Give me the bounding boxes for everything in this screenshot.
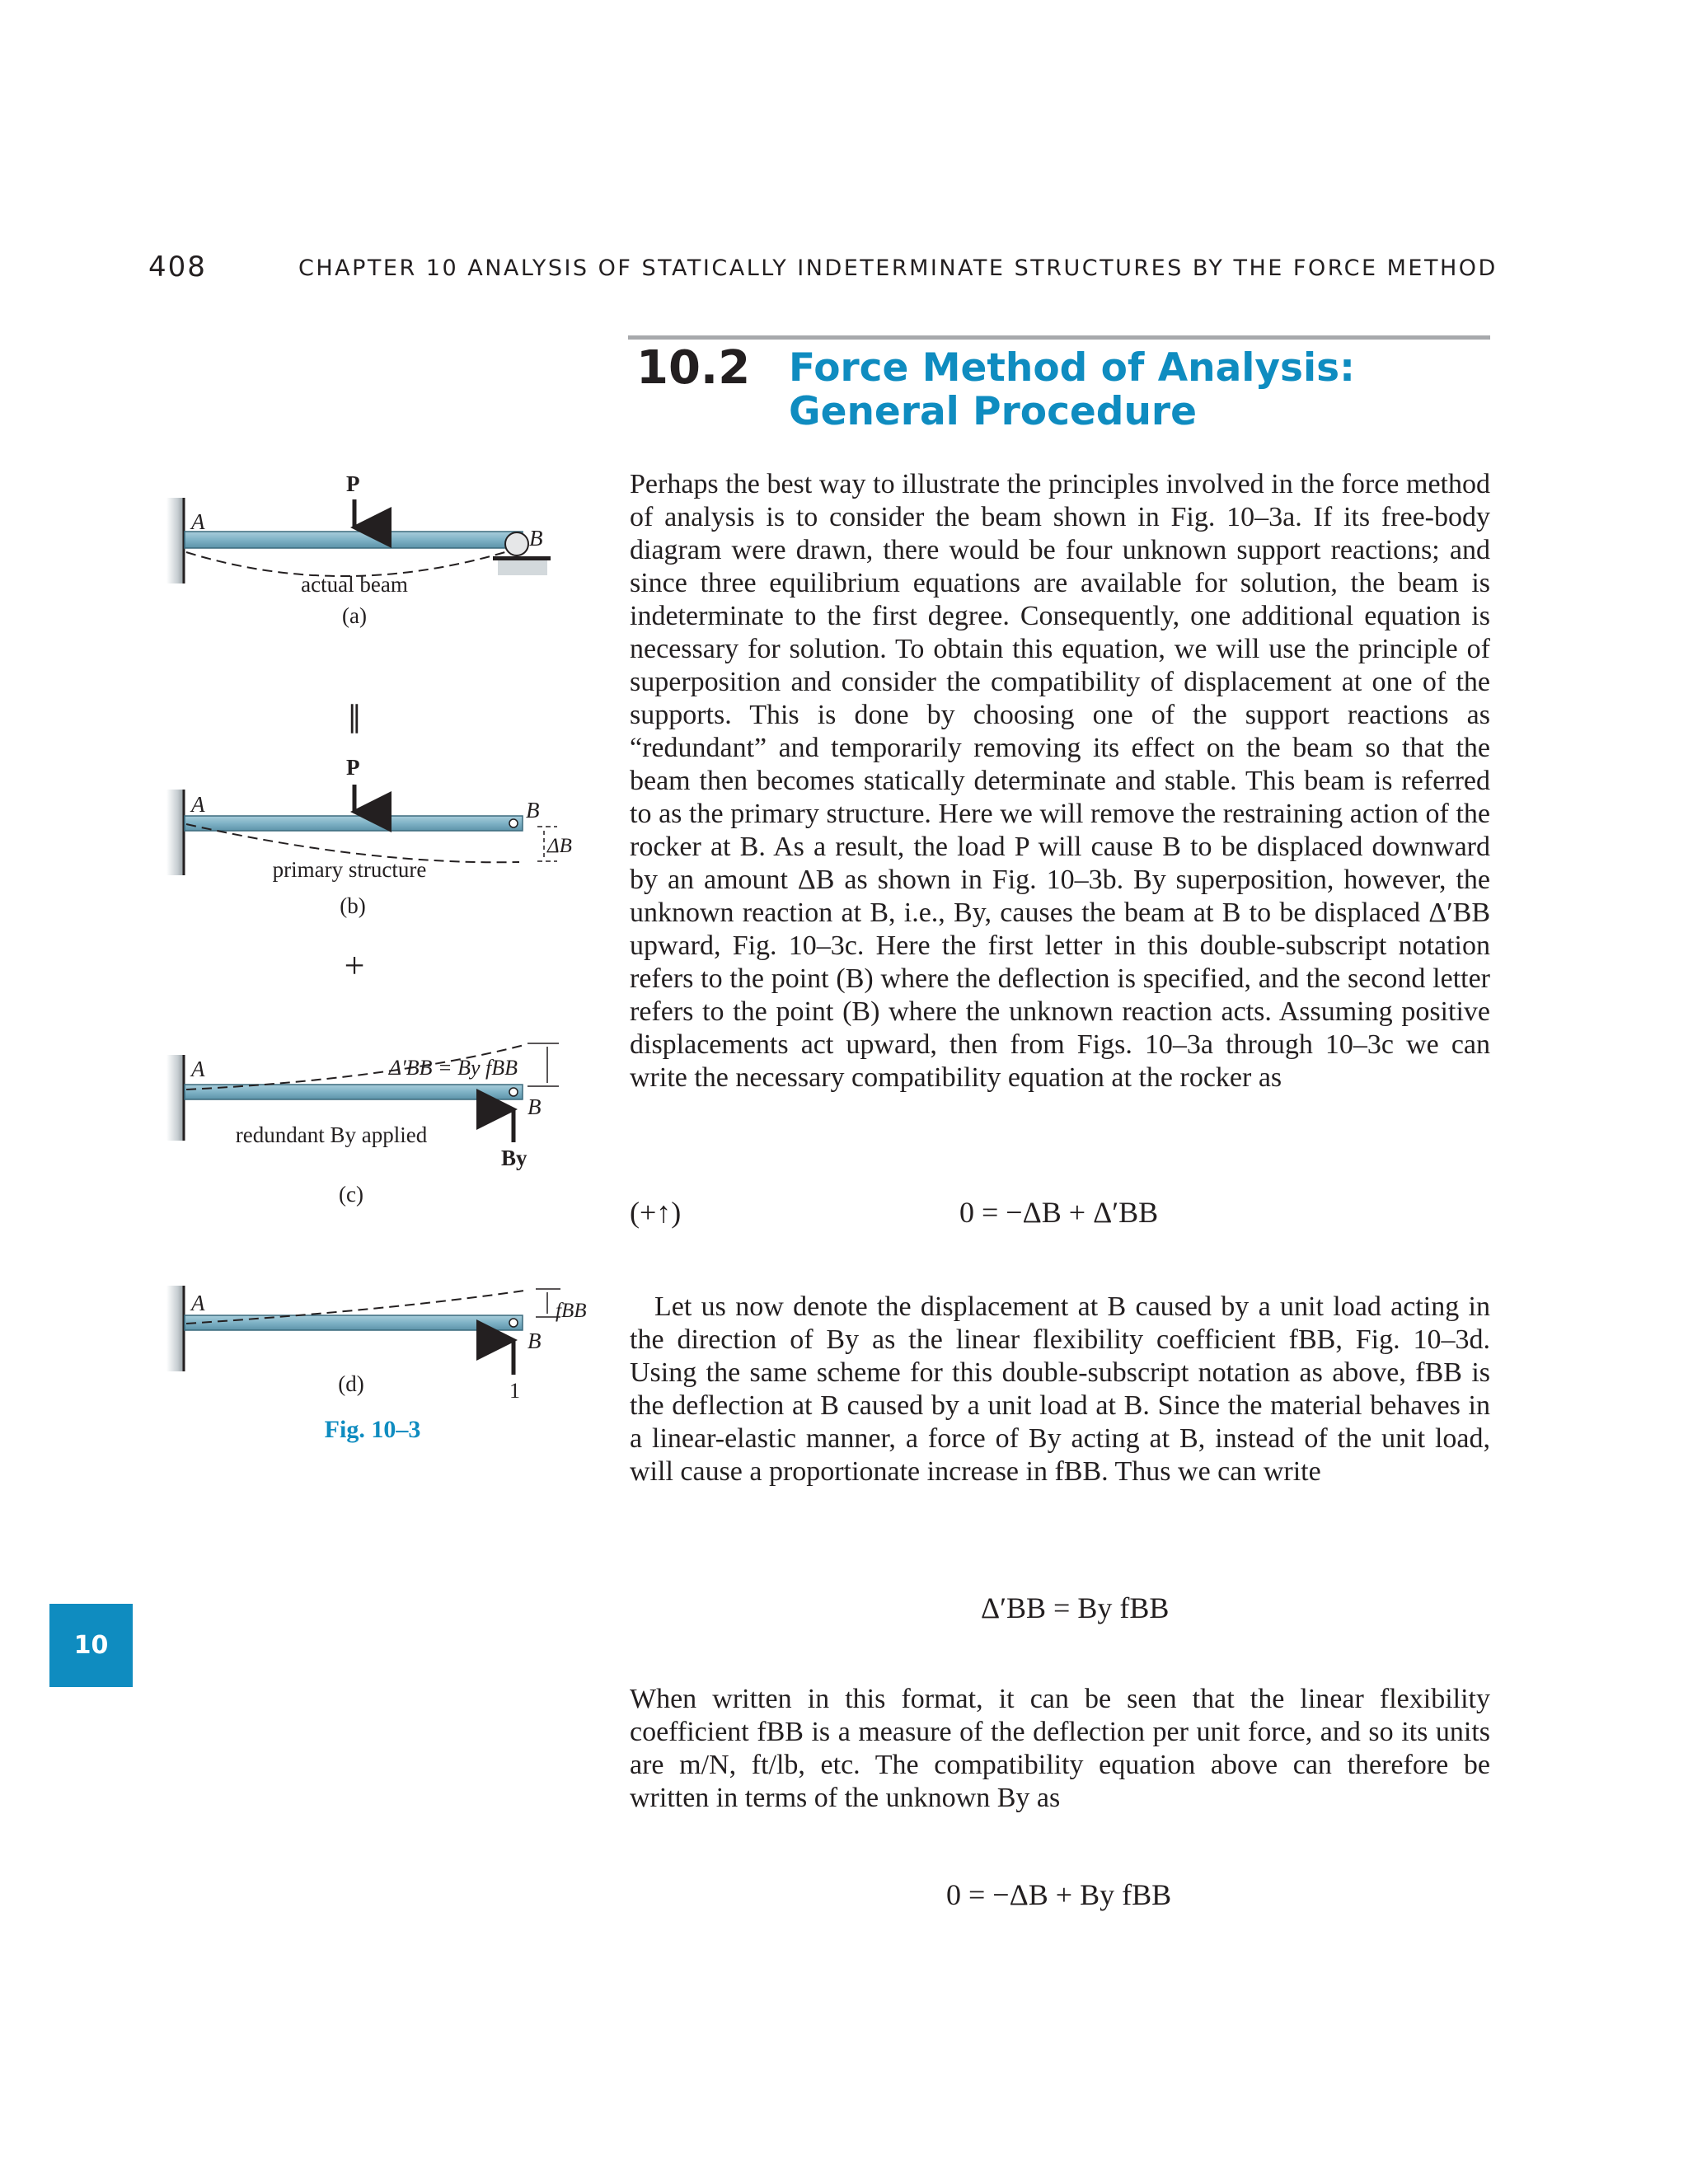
- equation-2: Δ′BB = By fBB: [981, 1591, 1170, 1624]
- tag-b: (b): [340, 893, 366, 918]
- section-rule: [628, 335, 1490, 340]
- caption-redundant-applied: redundant By applied: [235, 1122, 428, 1147]
- fixed-support-c: [166, 1055, 185, 1141]
- support-b-label-c: B: [528, 1094, 542, 1119]
- support-a-label-c: A: [191, 1057, 205, 1081]
- panel-c: [166, 1043, 559, 1207]
- section-title: [789, 346, 1415, 434]
- plus-sign: +: [344, 945, 365, 986]
- section-title-line2: General Procedure: [789, 389, 1197, 434]
- support-a-label-b: A: [191, 792, 205, 817]
- caption-primary-structure: primary structure: [272, 857, 427, 882]
- figure-caption: Fig. 10–3: [324, 1416, 421, 1443]
- fixed-support-d: [166, 1286, 185, 1371]
- formula-label-c: Δ′BB = By fBB: [388, 1056, 518, 1080]
- running-head: CHAPTER 10 ANALYSIS OF STATICALLY INDETERMINATE STRUCTURES BY THE FORCE METHOD: [298, 255, 1498, 281]
- load-label-b: P: [346, 755, 360, 780]
- support-b-label-d: B: [528, 1329, 542, 1353]
- support-b-label-a: B: [529, 526, 543, 551]
- caption-actual-beam: actual beam: [301, 572, 408, 597]
- page-number: 408: [148, 251, 207, 284]
- tag-d: (d): [338, 1371, 364, 1396]
- support-a-label-d: A: [191, 1291, 205, 1315]
- load-label-a: P: [346, 471, 360, 496]
- paragraph-1: Perhaps the best way to illustrate the principles involved in the force method of analysis is to consider the beam shown in Fig. 10–3a. If its free-body diagram were drawn, there would be four unknown support reactions; and since three equilibrium equations are available for solution, the beam is indeterminate to the first degree. Consequently, one additional equation is necessary for solution. To obtain this equation, we will use the principle of superposition and consider the compatibility of displacement at one of the supports. This is done by choosing one of the support reactions as “redundant” and temporarily removing its effect on the beam so that the beam then becomes statically determinate and stable. This beam is referred to as the primary structure. Here we will remove the restraining action of the rocker at B. As a result, the load P will cause B to be displaced downward by an amount ΔB as shown in Fig. 10–3b. By superposition, however, the unknown reaction at B, i.e., By, causes the beam at B to be displaced Δ′BB upward, Fig. 10–3c. Here the first letter in this double-subscript notation refers to the point (B) where the deflection is specified, and the second letter refers to the point (B) where the unknown reaction acts. Assuming positive displacements act upward, then from Figs. 10–3a through 10–3c we can write the necessary compatibility equation at the rocker as: [630, 469, 1490, 1093]
- equation-1: 0 = −ΔB + Δ′BB: [959, 1196, 1159, 1229]
- unit-load-label: 1: [509, 1379, 520, 1403]
- flex-label-d: fBB: [556, 1300, 587, 1322]
- paragraph-2: Let us now denote the displacement at B caused by a unit load acting in the direction of By as the linear flexibility coefficient fBB, Fig. 10–3d. Using the same scheme for this double-subscript notation as above, fBB is the deflection at B caused by a unit load at B. Since the material behaves in a linear-elastic manner, a force of By acting at B, instead of the unit load, will cause a proportionate increase in fBB. Thus we can write: [630, 1291, 1490, 1487]
- section-number: 10.2: [636, 341, 751, 395]
- beam-a: [185, 532, 523, 548]
- panel-a: [166, 471, 551, 628]
- delta-b-label: ΔB: [547, 835, 572, 857]
- fixed-support-b-panel: [166, 790, 185, 875]
- chapter-tab: [49, 1604, 133, 1687]
- figure-10-3: [0, 0, 626, 1483]
- tag-a: (a): [342, 603, 367, 628]
- fixed-support-a: [166, 498, 185, 583]
- equals-sign: ∥: [347, 701, 362, 733]
- equation-3: 0 = −ΔB + By fBB: [946, 1878, 1172, 1911]
- equation-1-label: (+↑): [630, 1196, 682, 1229]
- beam-d: [185, 1315, 523, 1330]
- panel-d: [166, 1286, 587, 1403]
- paragraph-3: When written in this format, it can be seen that the linear flexibility coefficient fBB is a measure of the deflection per unit force, and so its units are m/N, ft/lb, etc. The compatibility equation above can therefore be written in terms of the unknown By as: [630, 1684, 1490, 1813]
- support-a-label-a: A: [191, 509, 205, 534]
- chapter-tab-label: 10: [73, 1631, 109, 1660]
- support-b-label-b: B: [526, 798, 540, 823]
- section-title-line1: Force Method of Analysis:: [789, 345, 1355, 391]
- beam-b: [185, 816, 523, 831]
- panel-b: [166, 755, 572, 918]
- force-label-by: By: [501, 1146, 528, 1170]
- tag-c: (c): [339, 1182, 363, 1207]
